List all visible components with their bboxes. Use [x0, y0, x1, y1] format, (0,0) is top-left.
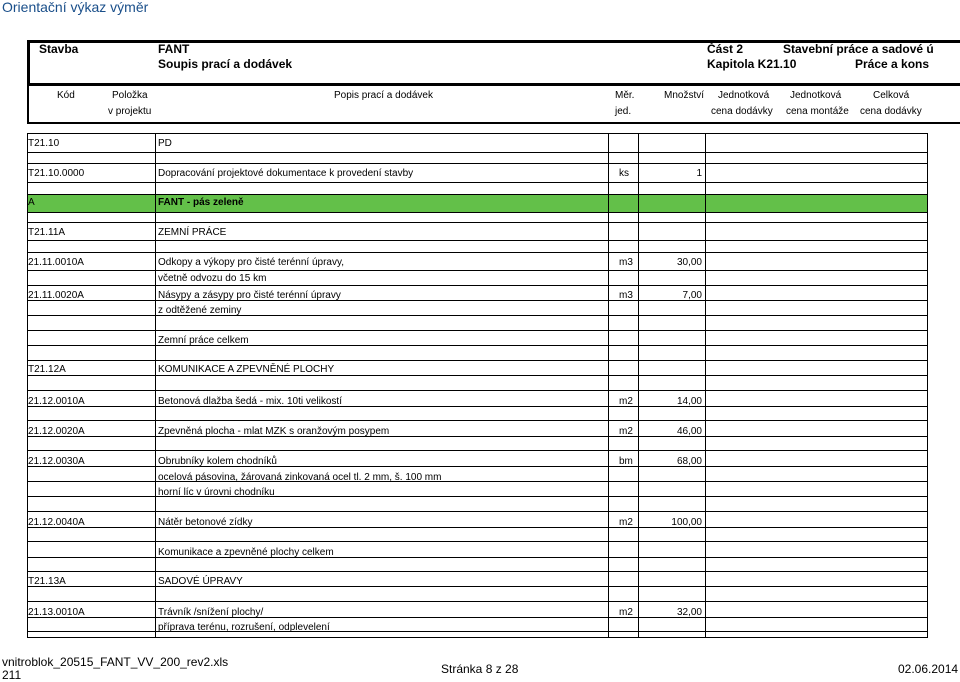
cast-value: Stavební práce a sadové ú — [783, 42, 934, 56]
row-line — [27, 182, 928, 183]
row-qty: 14,00 — [676, 396, 702, 407]
row-line — [27, 420, 928, 421]
row-line — [27, 571, 928, 572]
row-desc-continuation: z odtěžené zeminy — [158, 305, 242, 316]
col-mer-2: jed. — [615, 106, 632, 117]
row-desc: KOMUNIKACE A ZPEVNĚNÉ PLOCHY — [158, 364, 335, 375]
row-unit: m3 — [619, 290, 633, 301]
row-code: 21.12.0010A — [28, 396, 85, 407]
row-unit: m2 — [619, 426, 633, 437]
col-mnozstvi: Množství — [664, 90, 705, 101]
row-line — [27, 152, 928, 153]
row-code: 21.11.0020A — [28, 290, 84, 301]
row-qty: 46,00 — [676, 426, 702, 437]
row-line — [27, 450, 928, 451]
colheader-bottom-border — [27, 122, 960, 124]
row-qty: 68,00 — [676, 456, 702, 467]
row-line — [27, 375, 928, 376]
document-title: Orientační výkaz výměr — [2, 0, 149, 15]
row-desc: Obrubníky kolem chodníků — [158, 456, 277, 467]
colheader-left-border — [27, 84, 29, 124]
row-line — [27, 330, 928, 331]
row-desc-continuation: příprava terénu, rozrušení, odplevelení — [158, 622, 330, 633]
stavba-value: FANT — [158, 42, 190, 56]
row-line — [27, 637, 928, 638]
row-code: T21.11A — [28, 227, 66, 238]
col-jednotkova-montaze: Jednotková — [790, 90, 842, 101]
grid-vline — [705, 133, 706, 637]
stavba-label: Stavba — [39, 42, 79, 56]
subtotal-label: Zemní práce celkem — [158, 335, 249, 346]
row-desc: FANT - pás zeleně — [158, 197, 244, 208]
row-desc: Dopracování projektové dokumentace k provedení stavby — [158, 168, 414, 179]
row-qty: 32,00 — [676, 607, 702, 618]
soupis-label: Soupis prací a dodávek — [158, 57, 293, 71]
row-line — [27, 194, 928, 195]
row-line — [27, 511, 928, 512]
row-unit: bm — [619, 456, 633, 467]
row-code: T21.10.0000 — [28, 168, 85, 179]
row-code: 21.12.0030A — [28, 456, 85, 467]
row-qty: 7,00 — [682, 290, 702, 301]
col-jednotkova-dodavky-2: cena dodávky — [711, 106, 773, 117]
row-desc: ZEMNÍ PRÁCE — [158, 227, 227, 238]
row-unit: m2 — [619, 396, 633, 407]
row-desc: Betonová dlažba šedá - mix. 10ti velikostí — [158, 396, 342, 407]
footer-page: Stránka 8 z 28 — [441, 662, 519, 676]
row-code: 21.12.0040A — [28, 517, 85, 528]
row-line — [27, 285, 928, 286]
kapitola-value: Práce a kons — [855, 57, 930, 71]
col-kod: Kód — [57, 90, 75, 101]
footer-filename: vnitroblok_20515_FANT_VV_200_rev2.xls — [2, 655, 229, 669]
col-mer: Měr. — [615, 90, 635, 101]
row-line — [27, 270, 928, 271]
row-desc-continuation: horní líc v úrovni chodníku — [158, 487, 275, 498]
col-jednotkova-montaze-2: cena montáže — [786, 106, 849, 117]
col-celkova: Celková — [873, 90, 910, 101]
row-desc-continuation: včetně odvozu do 15 km — [158, 273, 267, 284]
row-unit: m2 — [619, 607, 633, 618]
row-line — [27, 601, 928, 602]
row-code: 21.13.0010A — [28, 607, 85, 618]
row-desc-continuation: ocelová pásovina, žárovaná zinkovaná ocel tl. 2 mm, š. 100 mm — [158, 472, 442, 483]
row-code: T21.10 — [28, 138, 60, 149]
footer-date: 02.06.2014 — [898, 662, 959, 676]
row-line — [27, 360, 928, 361]
row-code: A — [28, 197, 35, 208]
row-desc: Zpevněná plocha - mlat MZK s oranžovým posypem — [158, 426, 390, 437]
row-unit: ks — [619, 168, 629, 179]
row-line — [27, 133, 928, 134]
row-code: 21.12.0020A — [28, 426, 85, 437]
row-qty: 1 — [696, 168, 702, 179]
row-line — [27, 252, 928, 253]
col-popis: Popis prací a dodávek — [334, 90, 433, 101]
header-left-border — [27, 40, 30, 84]
kapitola-label: Kapitola K21.10 — [707, 57, 797, 71]
row-unit: m3 — [619, 257, 633, 268]
grid-vline — [638, 133, 639, 637]
row-line — [27, 390, 928, 391]
row-desc: Násypy a zásypy pro čisté terénní úpravy — [158, 290, 341, 301]
col-celkova-2: cena dodávky — [860, 106, 922, 117]
cast-label: Část 2 — [707, 42, 744, 56]
row-qty: 30,00 — [676, 257, 702, 268]
col-polozka-2: v projektu — [108, 106, 152, 117]
row-code: 21.11.0010A — [28, 257, 84, 268]
row-desc: PD — [158, 138, 172, 149]
col-polozka: Položka — [112, 90, 148, 101]
row-code: T21.12A — [28, 364, 66, 375]
row-desc: Nátěr betonové zídky — [158, 517, 253, 528]
row-line — [27, 163, 928, 164]
footer-sheet-number: 211 — [2, 668, 22, 682]
row-qty: 100,00 — [671, 517, 702, 528]
row-line — [27, 212, 928, 213]
row-line — [27, 240, 928, 241]
row-line — [27, 541, 928, 542]
grid-vline — [927, 133, 928, 637]
row-unit: m2 — [619, 517, 633, 528]
grid-vline — [608, 133, 609, 637]
row-line — [27, 222, 928, 223]
row-desc: SADOVÉ ÚPRAVY — [158, 576, 243, 587]
row-desc: Trávník /snížení plochy/ — [158, 607, 264, 618]
col-jednotkova-dodavky: Jednotková — [718, 90, 770, 101]
subtotal-label: Komunikace a zpevněné plochy celkem — [158, 547, 334, 558]
grid-vline — [27, 133, 28, 637]
row-desc: Odkopy a výkopy pro čisté terénní úpravy, — [158, 257, 345, 268]
row-code: T21.13A — [28, 576, 66, 587]
header-divider — [27, 83, 960, 86]
grid-vline — [155, 133, 156, 637]
